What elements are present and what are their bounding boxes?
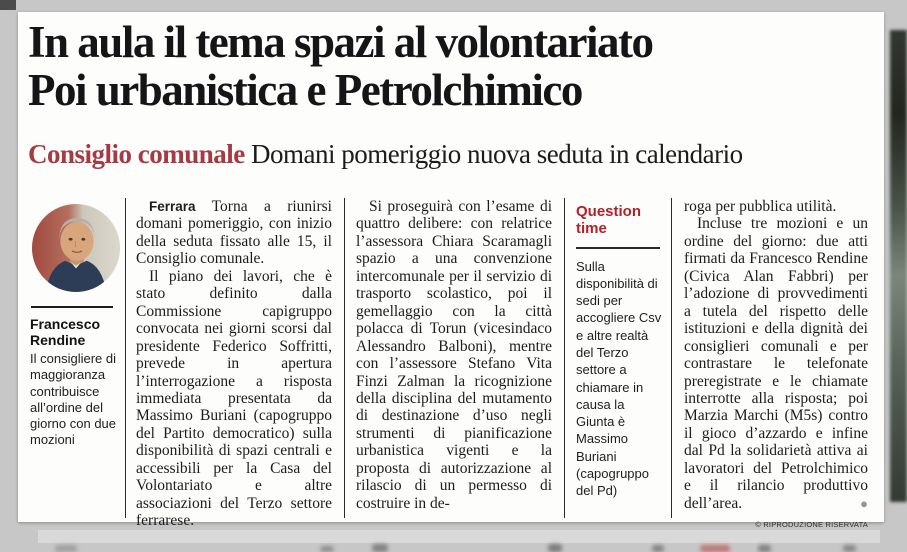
end-of-article-bullet: ● (860, 495, 868, 511)
paragraph: Il piano dei lavori, che è stato definito dalla Commissione capigruppo convocata nei giorni scorsi dal presidente Federico Soffritti, prevede in apertura l’interrogazione a risposta immediata presentata da Massimo Buriani (capogruppo del Partito democratico) sulla disponibilità di spazi centrali e accessibili per la Casa del Volontariato e altre associazioni del Terzo settore ferrarese. (136, 267, 332, 530)
kicker-section-label: Consiglio comunale (28, 139, 245, 169)
body-column-2 (356, 198, 552, 512)
article-headline (28, 18, 874, 114)
paragraph: Si proseguirà con l’esame di quattro delibere: con relatrice l’assessora Chiara Scaramagli spazio a una convenzione intercomunale per il servizio di trasporto scolastico, poi il gemellaggio con la città polacca di Torun (vicesindaco Alessandro Balboni), mentre con l’assessore Stefano Vita Finzi Zalman la ricognizione della disciplina del mutamento di destinazione d’uso negli strumenti di pianificazione urbanistica vigenti e la proposta di autorizzazione al rilascio di un permesso di costruire in de- (356, 198, 552, 512)
bio-divider (31, 306, 113, 308)
cropped-next-page-content (758, 545, 771, 552)
cropped-next-page-content (372, 544, 388, 552)
paragraph (684, 215, 868, 512)
headline-line-1: In aula il tema spazi al volontariato (28, 17, 653, 67)
paragraph (136, 198, 332, 268)
scan-corner-shadow (0, 0, 16, 10)
article-kicker (28, 138, 874, 170)
profile-column (30, 198, 126, 449)
body-column-1 (136, 198, 332, 530)
copyright-notice: © RIPRODUZIONE RISERVATA (755, 520, 868, 530)
column-rule (564, 198, 565, 518)
paragraph: roga per pubblica utilità. (684, 198, 837, 215)
profile-photo (32, 204, 120, 292)
adjacent-photo-edge (890, 30, 907, 502)
profile-name: Francesco Rendine (30, 316, 101, 348)
cropped-next-page-content (548, 544, 562, 552)
dateline: Ferrara (149, 199, 196, 214)
cropped-next-page-content (700, 545, 730, 552)
headline-line-2: Poi urbanistica e Petrolchimico (28, 65, 582, 115)
paragraph-text: Incluse tre mozioni e un ordine del giorno: due atti firmati da Francesco Rendine (Civica Alan Fabbri) per l’adozione di provvedimenti a tutela del rispetto delle istituzioni e della dignità dei consiglieri comunali e per contrastare le telefonate preregistrate e le chiamate interrotte alla risposta; poi Marzia Marchi (M5s) contro il gioco d’azzardo e infine dal Pd la solidarietà attiva ai lavoratori del Petrolchimico e il rilancio produttivo dell’area. (684, 215, 868, 512)
column-rule (671, 198, 672, 518)
cropped-next-page-content (55, 545, 77, 552)
kicker-subtitle: Domani pomeriggio nuova seduta in calendario (244, 139, 743, 169)
article-page (18, 12, 884, 530)
question-time-body: Sulla disponibilità di sedi per accogliere Csv e altre realtà del Terzo settore a chiamare in causa la Giunta è Massimo Buriani (capogruppo del Pd) (576, 258, 662, 499)
cropped-next-page-content (320, 546, 334, 552)
question-time-box (576, 198, 662, 500)
paragraph-text: Torna a riunirsi domani pomeriggio, con inizio della seduta fissato alle 15, il Consiglio comunale. (136, 198, 332, 268)
profile-caption: Il consigliere di maggioranza contribuisce all’ordine del giorno con due mozioni (30, 351, 117, 448)
question-time-title: Question time (576, 203, 642, 237)
column-rule (344, 198, 345, 518)
question-time-divider (576, 247, 660, 249)
cropped-next-page-content (843, 545, 856, 552)
cropped-next-page-content (652, 545, 664, 552)
portrait-illustration (32, 204, 120, 292)
body-column-3 (684, 198, 868, 534)
